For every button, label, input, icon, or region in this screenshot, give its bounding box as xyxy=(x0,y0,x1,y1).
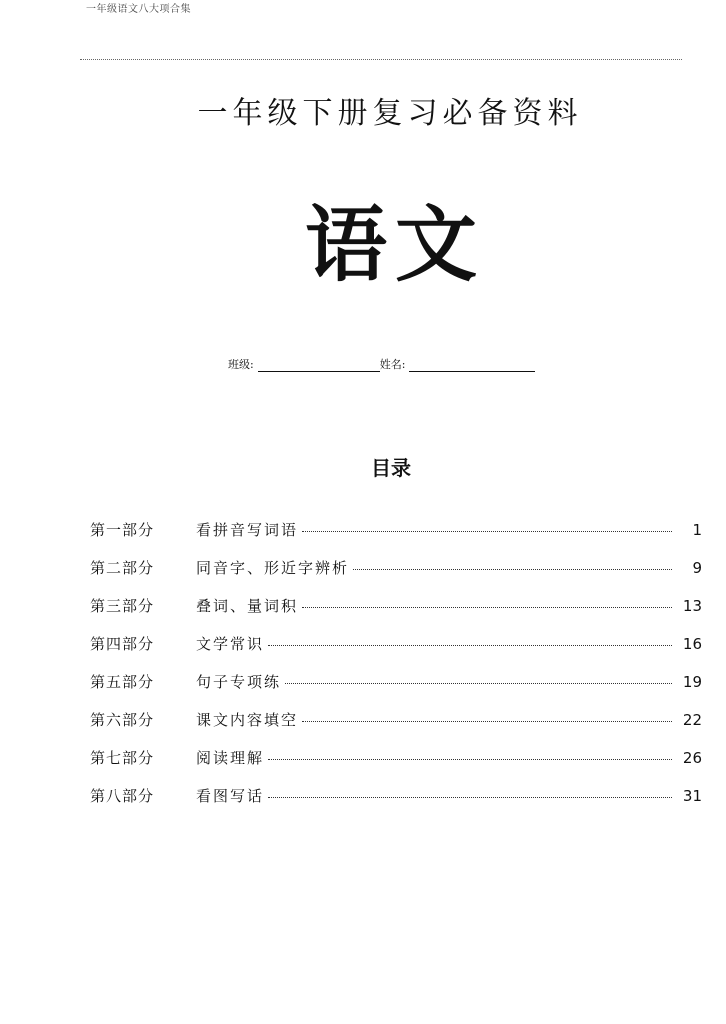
toc-entry[interactable] xyxy=(90,700,702,738)
toc-part-label: 第一部分 xyxy=(90,520,155,539)
toc-part-label: 第七部分 xyxy=(90,748,155,767)
toc-leader-dots xyxy=(268,797,672,798)
toc-section-name: 阅读理解 xyxy=(196,748,265,767)
class-label: 班级: xyxy=(228,358,254,371)
toc-entry[interactable] xyxy=(90,510,702,548)
toc-section-name: 看图写话 xyxy=(196,786,265,805)
toc-section-name: 句子专项练 xyxy=(196,672,282,691)
name-blank xyxy=(409,359,535,372)
toc-page-number: 16 xyxy=(682,634,702,653)
toc-leader-dots xyxy=(302,721,672,722)
toc-leader-dots xyxy=(302,607,672,608)
toc-section-name: 看拼音写词语 xyxy=(196,520,299,539)
document-title: 一年级下册复习必备资料 xyxy=(197,96,583,131)
toc-section-name: 课文内容填空 xyxy=(196,710,299,729)
toc-page-number: 9 xyxy=(692,558,702,577)
toc-section-name: 同音字、形近字辨析 xyxy=(196,558,350,577)
toc-leader-dots xyxy=(302,531,672,532)
toc-part-label: 第二部分 xyxy=(90,558,155,577)
table-of-contents xyxy=(90,510,702,814)
header-divider xyxy=(80,59,682,60)
toc-part-label: 第三部分 xyxy=(90,596,155,615)
toc-part-label: 第四部分 xyxy=(90,634,155,653)
toc-entry[interactable] xyxy=(90,776,702,814)
toc-leader-dots xyxy=(268,645,672,646)
toc-page-number: 19 xyxy=(682,672,702,691)
toc-part-label: 第六部分 xyxy=(90,710,155,729)
toc-page-number: 13 xyxy=(682,596,702,615)
toc-section-name: 文学常识 xyxy=(196,634,265,653)
toc-page-number: 31 xyxy=(682,786,702,805)
toc-entry[interactable] xyxy=(90,738,702,776)
toc-part-label: 第八部分 xyxy=(90,786,155,805)
toc-page-number: 26 xyxy=(682,748,702,767)
toc-entry[interactable] xyxy=(90,662,702,700)
toc-leader-dots xyxy=(353,569,672,570)
subject-title: 语文 xyxy=(304,197,485,293)
student-info-line xyxy=(228,356,535,372)
toc-title: 目录 xyxy=(371,456,411,480)
toc-leader-dots xyxy=(285,683,672,684)
class-blank xyxy=(258,359,380,372)
toc-entry[interactable] xyxy=(90,548,702,586)
toc-leader-dots xyxy=(268,759,672,760)
toc-entry[interactable] xyxy=(90,624,702,662)
name-label: 姓名: xyxy=(379,358,406,371)
toc-page-number: 22 xyxy=(682,710,702,729)
toc-entry[interactable] xyxy=(90,586,702,624)
running-header: 一年级语文八大项合集 xyxy=(86,4,191,15)
toc-page-number: 1 xyxy=(692,520,702,539)
toc-part-label: 第五部分 xyxy=(90,672,155,691)
toc-section-name: 叠词、量词积 xyxy=(196,596,299,615)
